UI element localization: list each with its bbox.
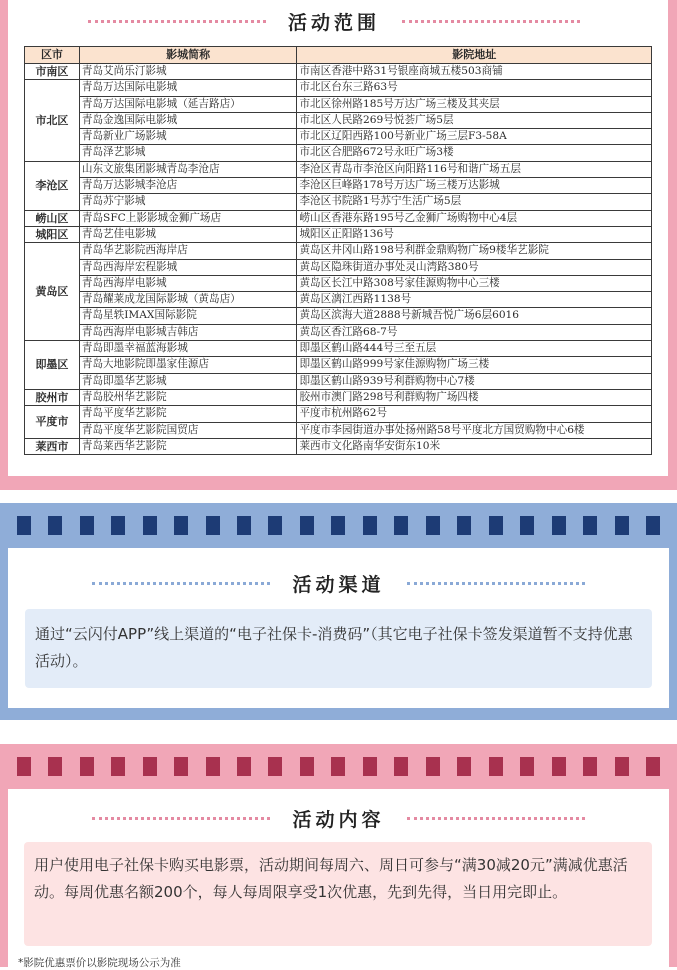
cinema-name-cell: 青岛即墨华艺影城 bbox=[79, 373, 297, 389]
table-row bbox=[25, 259, 652, 275]
district-cell: 城阳区 bbox=[25, 226, 80, 242]
table-row bbox=[25, 438, 652, 454]
table-row bbox=[25, 80, 652, 96]
table-row bbox=[25, 112, 652, 128]
cinema-name-cell: 青岛星轶IMAX国际影院 bbox=[79, 308, 297, 324]
film-hole bbox=[80, 516, 94, 535]
column-header-district: 区市 bbox=[25, 47, 80, 64]
district-cell: 胶州市 bbox=[25, 389, 80, 405]
column-header-cinema: 影城简称 bbox=[79, 47, 297, 64]
cinema-name-cell: 青岛新业广场影城 bbox=[79, 129, 297, 145]
film-hole bbox=[489, 757, 503, 776]
film-hole bbox=[143, 757, 157, 776]
district-cell: 平度市 bbox=[25, 406, 80, 439]
activity-channel-card bbox=[8, 548, 669, 708]
activity-scope-heading bbox=[0, 8, 668, 35]
activity-scope-card bbox=[0, 0, 668, 476]
cinema-address-cell: 即墨区鹤山路939号利群购物中心7楼 bbox=[297, 373, 652, 389]
film-hole bbox=[646, 516, 660, 535]
film-hole bbox=[17, 757, 31, 776]
cinema-name-cell: 青岛艾尚乐汀影城 bbox=[79, 64, 297, 80]
cinema-name-cell: 青岛金逸国际电影城 bbox=[79, 112, 297, 128]
table-row bbox=[25, 161, 652, 177]
film-hole bbox=[426, 516, 440, 535]
film-hole bbox=[237, 516, 251, 535]
table-row bbox=[25, 178, 652, 194]
cinema-name-cell: 青岛西海岸电影城 bbox=[79, 275, 297, 291]
film-hole bbox=[331, 757, 345, 776]
cinema-name-cell: 青岛西海岸电影城吉韩店 bbox=[79, 324, 297, 340]
district-cell: 莱西市 bbox=[25, 438, 80, 454]
cinema-address-cell: 黄岛区漓江西路1138号 bbox=[297, 292, 652, 308]
film-hole bbox=[206, 757, 220, 776]
heading-dots-left bbox=[88, 20, 266, 23]
table-row bbox=[25, 129, 652, 145]
cinema-address-cell: 李沧区巨峰路178号万达广场三楼万达影城 bbox=[297, 178, 652, 194]
table-row bbox=[25, 357, 652, 373]
cinema-address-cell: 黄岛区隐珠街道办事处灵山湾路380号 bbox=[297, 259, 652, 275]
film-hole bbox=[17, 516, 31, 535]
table-row bbox=[25, 64, 652, 80]
cinema-name-cell: 青岛即墨幸福蓝海影城 bbox=[79, 341, 297, 357]
cinema-name-cell: 青岛西海岸宏程影城 bbox=[79, 259, 297, 275]
cinema-name-cell: 青岛平度华艺影院国贸店 bbox=[79, 422, 297, 438]
film-hole bbox=[268, 516, 282, 535]
film-strip-top bbox=[0, 744, 677, 789]
cinema-address-cell: 即墨区鹤山路444号三至五层 bbox=[297, 341, 652, 357]
film-hole bbox=[583, 757, 597, 776]
film-hole bbox=[268, 757, 282, 776]
film-hole bbox=[520, 757, 534, 776]
district-cell: 市北区 bbox=[25, 80, 80, 161]
cinema-name-cell: 青岛泽艺影城 bbox=[79, 145, 297, 161]
activity-channel-section bbox=[0, 503, 677, 720]
activity-content-heading bbox=[8, 805, 669, 832]
cinema-name-cell: 青岛万达国际电影城（延吉路店） bbox=[79, 96, 297, 112]
film-hole bbox=[48, 757, 62, 776]
cinema-address-cell: 即墨区鹤山路999号家佳源购物广场三楼 bbox=[297, 357, 652, 373]
table-row bbox=[25, 194, 652, 210]
cinema-address-cell: 市北区辽阳西路100号新业广场三层F3-58A bbox=[297, 129, 652, 145]
activity-channel-heading bbox=[8, 570, 669, 597]
film-hole bbox=[615, 516, 629, 535]
table-row bbox=[25, 292, 652, 308]
cinema-address-cell: 市北区台东三路63号 bbox=[297, 80, 652, 96]
activity-content-card bbox=[8, 789, 669, 967]
cinema-address-cell: 平度市杭州路62号 bbox=[297, 406, 652, 422]
table-row bbox=[25, 145, 652, 161]
film-hole bbox=[300, 516, 314, 535]
cinema-address-cell: 胶州市澳门路298号利群购物广场四楼 bbox=[297, 389, 652, 405]
cinema-name-cell: 青岛胶州华艺影院 bbox=[79, 389, 297, 405]
film-hole bbox=[174, 516, 188, 535]
film-hole bbox=[363, 757, 377, 776]
film-hole bbox=[457, 757, 471, 776]
film-hole bbox=[237, 757, 251, 776]
table-header-row bbox=[25, 47, 652, 64]
cinema-address-cell: 市北区人民路269号悦荟广场5层 bbox=[297, 112, 652, 128]
cinema-address-cell: 黄岛区长江中路308号家佳源购物中心三楼 bbox=[297, 275, 652, 291]
film-hole bbox=[143, 516, 157, 535]
cinema-address-cell: 平度市李园街道办事处扬州路58号平度北方国贸购物中心6楼 bbox=[297, 422, 652, 438]
activity-content-title: 活动内容 bbox=[292, 809, 385, 831]
cinema-name-cell: 青岛平度华艺影院 bbox=[79, 406, 297, 422]
heading-dots-right bbox=[402, 20, 580, 23]
table-row bbox=[25, 210, 652, 226]
cinema-address-cell: 黄岛区香江路68-7号 bbox=[297, 324, 652, 340]
film-hole bbox=[646, 757, 660, 776]
table-row bbox=[25, 226, 652, 242]
cinema-address-cell: 崂山区香港东路195号乙金狮广场购物中心4层 bbox=[297, 210, 652, 226]
district-cell: 李沧区 bbox=[25, 161, 80, 210]
film-hole bbox=[520, 516, 534, 535]
cinema-address-cell: 市北区合肥路672号永旺广场3楼 bbox=[297, 145, 652, 161]
cinema-name-cell: 青岛大地影院即墨家佳源店 bbox=[79, 357, 297, 373]
film-hole bbox=[583, 516, 597, 535]
table-row bbox=[25, 275, 652, 291]
film-hole bbox=[111, 516, 125, 535]
cinema-name-cell: 青岛万达国际电影城 bbox=[79, 80, 297, 96]
cinema-address-cell: 李沧区书院路1号苏宁生活广场5层 bbox=[297, 194, 652, 210]
table-row bbox=[25, 406, 652, 422]
film-hole bbox=[331, 516, 345, 535]
film-hole bbox=[363, 516, 377, 535]
cinema-table-wrapper bbox=[24, 46, 652, 455]
column-header-address: 影院地址 bbox=[297, 47, 652, 64]
district-cell: 即墨区 bbox=[25, 341, 80, 390]
film-hole bbox=[111, 757, 125, 776]
film-hole bbox=[552, 516, 566, 535]
heading-dots-left bbox=[92, 817, 270, 820]
cinema-table-body bbox=[25, 64, 652, 455]
activity-channel-title: 活动渠道 bbox=[292, 574, 385, 596]
district-cell: 黄岛区 bbox=[25, 243, 80, 341]
cinema-address-cell: 李沧区青岛市李沧区向阳路116号和谐广场五层 bbox=[297, 161, 652, 177]
cinema-name-cell: 青岛万达影城李沧店 bbox=[79, 178, 297, 194]
film-hole bbox=[48, 516, 62, 535]
table-row bbox=[25, 373, 652, 389]
cinema-address-cell: 黄岛区井冈山路198号利群金鼎购物广场9楼华艺影院 bbox=[297, 243, 652, 259]
activity-scope-title: 活动范围 bbox=[287, 12, 380, 34]
district-cell: 市南区 bbox=[25, 64, 80, 80]
film-hole bbox=[174, 757, 188, 776]
cinema-address-cell: 城阳区正阳路136号 bbox=[297, 226, 652, 242]
table-row bbox=[25, 341, 652, 357]
district-cell: 崂山区 bbox=[25, 210, 80, 226]
film-hole bbox=[489, 516, 503, 535]
film-hole bbox=[394, 757, 408, 776]
cinema-name-cell: 青岛莱西华艺影院 bbox=[79, 438, 297, 454]
cinema-address-cell: 黄岛区滨海大道2888号新城吾悦广场6层6016 bbox=[297, 308, 652, 324]
film-hole bbox=[80, 757, 94, 776]
table-row bbox=[25, 422, 652, 438]
activity-channel-text: 通过“云闪付APP”线上渠道的“电子社保卡-消费码”（其它电子社保卡签发渠道暂不支持优惠活动）。 bbox=[25, 609, 652, 688]
table-row bbox=[25, 96, 652, 112]
cinema-name-cell: 青岛SFC上影影城金狮广场店 bbox=[79, 210, 297, 226]
cinema-name-cell: 青岛耀莱成龙国际影城（黄岛店） bbox=[79, 292, 297, 308]
heading-dots-left bbox=[92, 582, 270, 585]
film-hole bbox=[457, 516, 471, 535]
cinema-name-cell: 山东文旅集团影城青岛李沧店 bbox=[79, 161, 297, 177]
cinema-address-cell: 市北区徐州路185号万达广场三楼及其夹层 bbox=[297, 96, 652, 112]
activity-content-section bbox=[0, 744, 677, 967]
heading-dots-right bbox=[407, 582, 585, 585]
film-hole bbox=[206, 516, 220, 535]
cinema-name-cell: 青岛艺佳电影城 bbox=[79, 226, 297, 242]
cinema-name-cell: 青岛华艺影院西海岸店 bbox=[79, 243, 297, 259]
cinema-name-cell: 青岛苏宁影城 bbox=[79, 194, 297, 210]
film-hole bbox=[552, 757, 566, 776]
film-hole bbox=[394, 516, 408, 535]
activity-content-text: 用户使用电子社保卡购买电影票，活动期间每周六、周日可参与“满30减20元”满减优惠活动。每周优惠名额200个，每人每周限享受1次优惠，先到先得，当日用完即止。 bbox=[24, 842, 652, 946]
table-row bbox=[25, 389, 652, 405]
film-hole bbox=[426, 757, 440, 776]
table-row bbox=[25, 308, 652, 324]
film-hole bbox=[615, 757, 629, 776]
table-row bbox=[25, 243, 652, 259]
cinema-table bbox=[24, 46, 652, 455]
film-strip-top bbox=[0, 503, 677, 548]
table-row bbox=[25, 324, 652, 340]
cinema-address-cell: 莱西市文化路南华安街东10米 bbox=[297, 438, 652, 454]
cinema-address-cell: 市南区香港中路31号银座商城五楼503商铺 bbox=[297, 64, 652, 80]
price-footnote: *影院优惠票价以影院现场公示为准 bbox=[18, 957, 181, 969]
heading-dots-right bbox=[407, 817, 585, 820]
film-hole bbox=[300, 757, 314, 776]
